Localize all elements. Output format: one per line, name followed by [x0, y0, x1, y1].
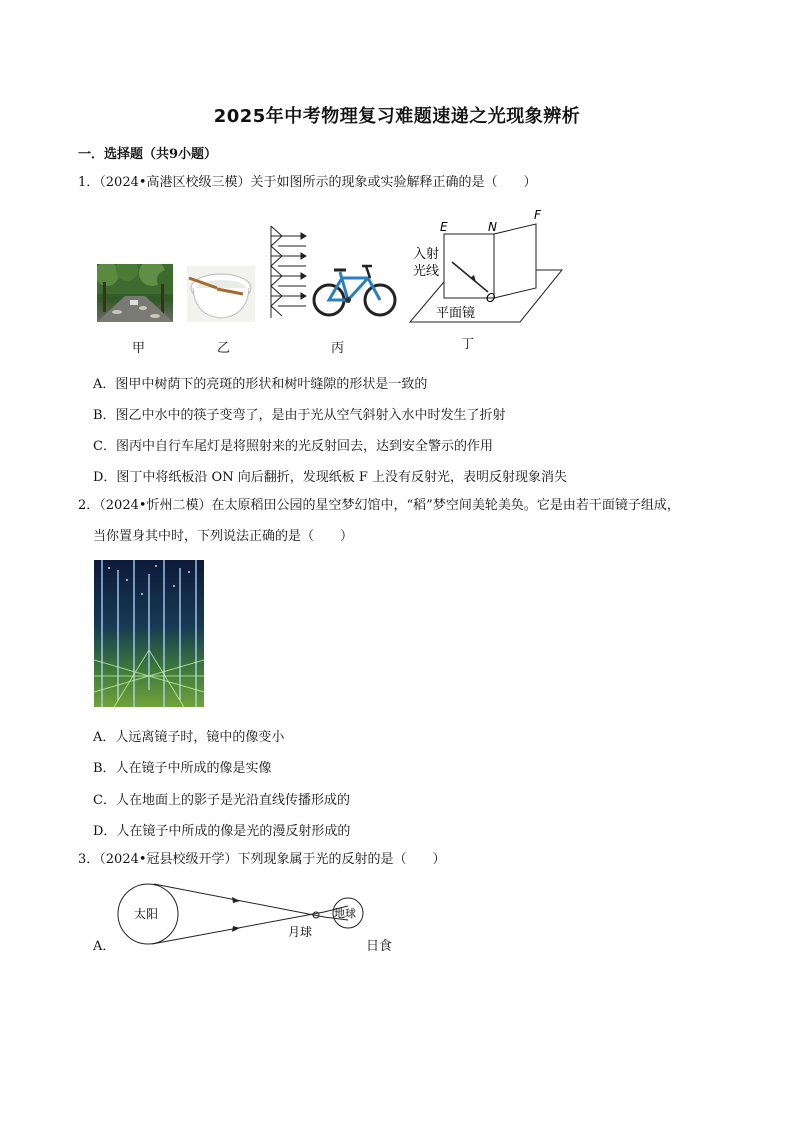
- label-f: F: [534, 208, 541, 222]
- photo-yi-chopstick-bowl: [187, 266, 255, 322]
- question-2-stem-line-2: 当你置身其中时，下列说法正确的是（ ）: [93, 529, 354, 544]
- label-n: N: [488, 220, 497, 234]
- figure-bing-reflector-bicycle: [268, 222, 400, 326]
- caption-ding: 丁: [461, 337, 475, 352]
- question-1-stem: 1．（2024•高港区校级三模）关于如图所示的现象或实验解释正确的是（ ）: [78, 175, 537, 190]
- page-title: 2025年中考物理复习难题速递之光现象辨析: [213, 106, 581, 127]
- question-1-option-b: B．图乙中水中的筷子变弯了，是由于光从空气斜射入水中时发生了折射: [93, 408, 506, 423]
- question-3-option-a-label: A．: [93, 939, 116, 954]
- caption-jia: 甲: [132, 341, 146, 356]
- caption-bing: 丙: [331, 341, 345, 356]
- question-2-stem-line-1: 2．（2024•忻州二模）在太原稻田公园的星空梦幻馆中，“稻”梦空间美轮美奂。它是由若干面镜子组成，: [78, 498, 680, 513]
- caption-yi: 乙: [217, 341, 231, 356]
- figure-ding-reflection-experiment: [408, 206, 564, 334]
- label-incident-2: 光线: [413, 264, 440, 279]
- label-earth: 地球: [334, 907, 356, 920]
- question-2-option-d: D．人在镜子中所成的像是光的漫反射形成的: [93, 824, 351, 839]
- photo-jia-tree-shade: [97, 264, 173, 322]
- label-e: E: [440, 220, 448, 234]
- question-2-option-a: A．人远离镜子时，镜中的像变小: [93, 730, 285, 745]
- label-incident-1: 入射: [413, 247, 440, 262]
- section-heading: 一．选择题（共9小题）: [78, 147, 218, 162]
- photo-mirror-room: [94, 560, 204, 707]
- label-plane-mirror: 平面镜: [436, 306, 476, 321]
- label-sun: 太阳: [134, 907, 159, 921]
- question-2-option-c: C．人在地面上的影子是光沿直线传播形成的: [93, 793, 350, 808]
- caption-solar-eclipse: 日食: [366, 939, 393, 954]
- label-moon: 月球: [288, 925, 313, 939]
- question-1-option-a: A．图甲中树荫下的亮斑的形状和树叶缝隙的形状是一致的: [93, 377, 428, 392]
- question-2-option-b: B．人在镜子中所成的像是实像: [93, 761, 272, 776]
- label-o: O: [486, 291, 496, 305]
- question-1-option-d: D．图丁中将纸板沿 ON 向后翻折，发现纸板 F 上没有反射光，表明反射现象消失: [93, 470, 568, 485]
- question-3-stem: 3．（2024•冠县校级开学）下列现象属于光的反射的是（ ）: [78, 852, 446, 867]
- question-1-option-c: C．图丙中自行车尾灯是将照射来的光反射回去，达到安全警示的作用: [93, 439, 493, 454]
